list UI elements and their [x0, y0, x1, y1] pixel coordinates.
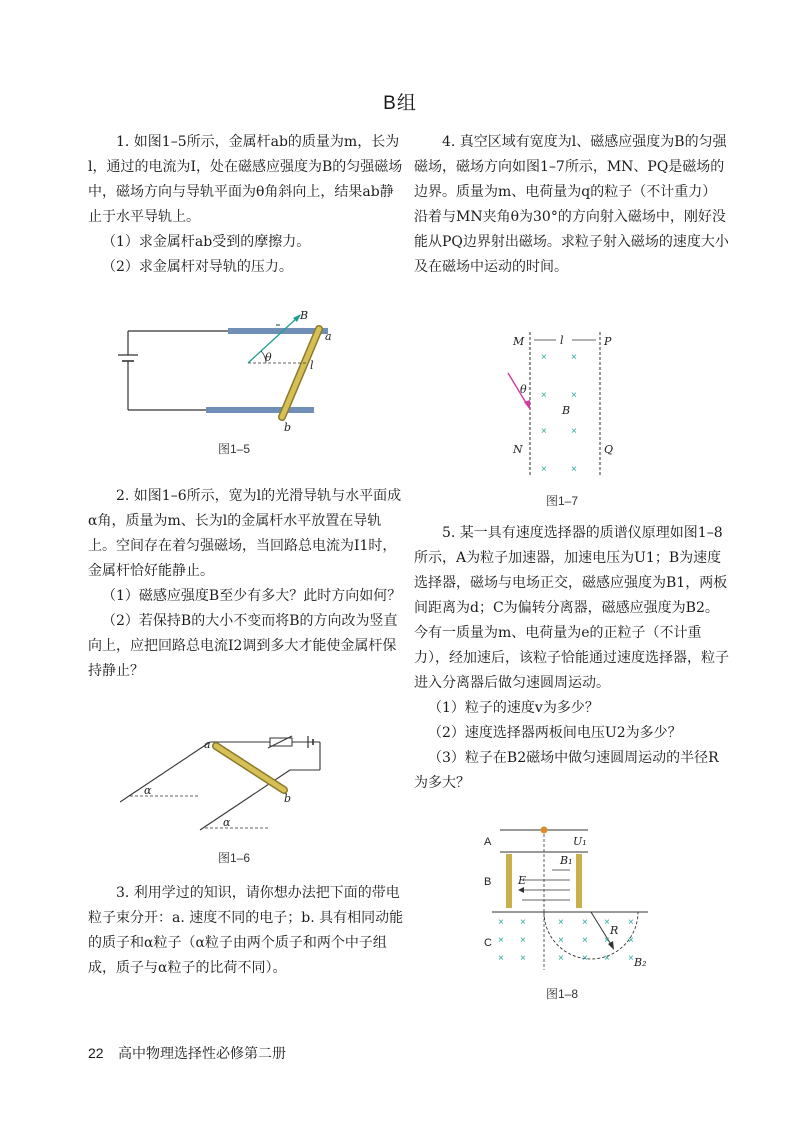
fig1-8-label-U1: U₁	[573, 835, 587, 848]
figure-1-6-caption: 图1–6	[218, 851, 251, 865]
field-cross-mark: ×	[604, 935, 610, 946]
fig1-5-label-B: B	[300, 309, 309, 322]
field-cross-mark: ×	[604, 953, 610, 964]
fig1-8-label-A: A	[484, 836, 492, 848]
field-cross-mark: ×	[541, 390, 547, 401]
field-cross-mark: ×	[628, 917, 634, 928]
figure-1-7	[500, 328, 630, 478]
problem-5-stem: 5. 某一具有速度选择器的质谱仪原理如图1–8所示，A为粒子加速器，加速电压为U1；B为速度选择器，磁场与电场正交，磁感应强度为B1，两板间距离为d；C为偏转分离器，磁感应强度为B2。今有一质量为m、电荷量为e的正粒子（不计重力），经加速后，该粒子恰能通过速度选择器，粒子进入分离器后做匀速圆周运动。	[414, 525, 729, 691]
right-column	[414, 130, 730, 280]
page-number: 22	[88, 1045, 104, 1061]
fig1-7-label-M: M	[513, 335, 525, 348]
problem-5-q2: （2）速度选择器两板间电压U2为多少？	[428, 725, 682, 741]
fig1-8-label-B2: B₂	[634, 956, 647, 969]
problem-3-block	[88, 881, 404, 981]
field-cross-mark: ×	[582, 953, 588, 964]
problem-2-q2: （2）若保持B的大小不变而将B的方向改为竖直向上，应把回路总电流I2调到多大才能使金属杆保持静止？	[88, 613, 398, 679]
fig1-5-label-l: l	[310, 359, 314, 372]
problem-1-q1: （1）求金属杆ab受到的摩擦力。	[102, 234, 311, 250]
field-cross-mark: ×	[520, 935, 526, 946]
problem-3-stem: 3. 利用学过的知识，请你想办法把下面的带电粒子束分开：a. 速度不同的电子；b. 具有相同动能的质子和α粒子（α粒子由两个质子和两个中子组成，质子与α粒子的比荷不同）。	[88, 885, 404, 976]
fig1-5-label-a: a	[325, 330, 332, 343]
field-cross-mark: ×	[628, 953, 634, 964]
field-cross-mark: ×	[520, 953, 526, 964]
figure-1-8	[478, 820, 658, 980]
fig1-7-label-P: P	[604, 335, 612, 348]
fig1-8-label-E: E	[518, 874, 527, 887]
problem-1-q2: （2）求金属杆对导轨的压力。	[102, 259, 293, 275]
field-cross-mark: ×	[541, 426, 547, 437]
field-cross-mark: ×	[558, 935, 564, 946]
book-title: 高中物理选择性必修第二册	[118, 1046, 287, 1062]
field-cross-mark: ×	[582, 935, 588, 946]
field-cross-mark: ×	[571, 464, 577, 475]
problem-4-stem: 4. 真空区域有宽度为l、磁感应强度为B的匀强磁场，磁场方向如图1–7所示，MN、PQ是磁场的边界。质量为m、电荷量为q的粒子（不计重力）沿着与MN夹角θ为30°的方向射入磁场中，刚好没能从PQ边界射出磁场。求粒子射入磁场的速度大小及在磁场中运动的时间。	[414, 134, 729, 275]
field-cross-mark: ×	[604, 917, 610, 928]
fig1-7-label-N: N	[513, 443, 523, 456]
field-cross-mark: ×	[571, 352, 577, 363]
field-cross-mark: ×	[558, 917, 564, 928]
fig1-7-label-theta: θ	[520, 383, 527, 396]
field-cross-mark: ×	[541, 352, 547, 363]
fig1-8-label-B: B	[484, 876, 492, 888]
problem-2-q1: （1）磁感应强度B至少有多大？此时方向如何？	[102, 588, 402, 604]
problem-2-block	[88, 484, 404, 684]
problem-1-stem: 1. 如图1–5所示，金属杆ab的质量为m，长为l，通过的电流为I，处在磁感应强度为B的匀强磁场中，磁场方向与导轨平面为θ角斜向上，结果ab静止于水平导轨上。	[88, 134, 403, 225]
figure-1-8-caption: 图1–8	[546, 987, 579, 1001]
page-footer	[88, 1043, 286, 1063]
fig1-8-label-B1: B₁	[560, 854, 573, 867]
figure-1-7-caption: 图1–7	[546, 494, 579, 508]
fig1-6-label-b: b	[284, 792, 292, 805]
field-cross-mark: ×	[571, 426, 577, 437]
fig1-5-label-b: b	[284, 421, 292, 434]
fig1-7-label-B: B	[562, 404, 571, 417]
field-cross-mark: ×	[582, 917, 588, 928]
fig1-7-label-l: l	[560, 334, 564, 347]
field-cross-mark: ×	[558, 953, 564, 964]
fig1-8-label-R: R	[610, 924, 619, 937]
left-column	[88, 130, 404, 280]
figure-1-5	[118, 305, 348, 435]
section-title: B组	[383, 93, 417, 114]
field-cross-mark: ×	[520, 917, 526, 928]
fig1-7-label-Q: Q	[604, 443, 614, 456]
field-cross-mark: ×	[498, 935, 504, 946]
fig1-6-label-alpha1: α	[144, 784, 152, 797]
fig1-5-label-theta: θ	[265, 351, 272, 364]
field-cross-mark: ×	[498, 917, 504, 928]
field-cross-mark: ×	[498, 953, 504, 964]
problem-5-q3: （3）粒子在B2磁场中做匀速圆周运动的半径R为多大？	[414, 750, 719, 791]
problem-5-q1: （1）粒子的速度v为多少？	[428, 700, 599, 716]
fig1-6-label-alpha2: α	[223, 816, 231, 829]
problem-5-block	[414, 521, 730, 796]
problem-2-stem: 2. 如图1–6所示，宽为l的光滑导轨与水平面成α角，质量为m、长为l的金属杆水平放置在导轨上。空间存在着匀强磁场，当回路总电流为I1时，金属杆恰好能静止。	[88, 488, 402, 579]
field-cross-mark: ×	[628, 935, 634, 946]
fig1-6-label-a: a	[204, 738, 211, 751]
field-cross-mark: ×	[541, 464, 547, 475]
figure-1-5-caption: 图1–5	[218, 442, 251, 456]
figure-1-6	[120, 730, 340, 840]
field-cross-mark: ×	[571, 390, 577, 401]
fig1-8-label-C: C	[484, 937, 492, 949]
